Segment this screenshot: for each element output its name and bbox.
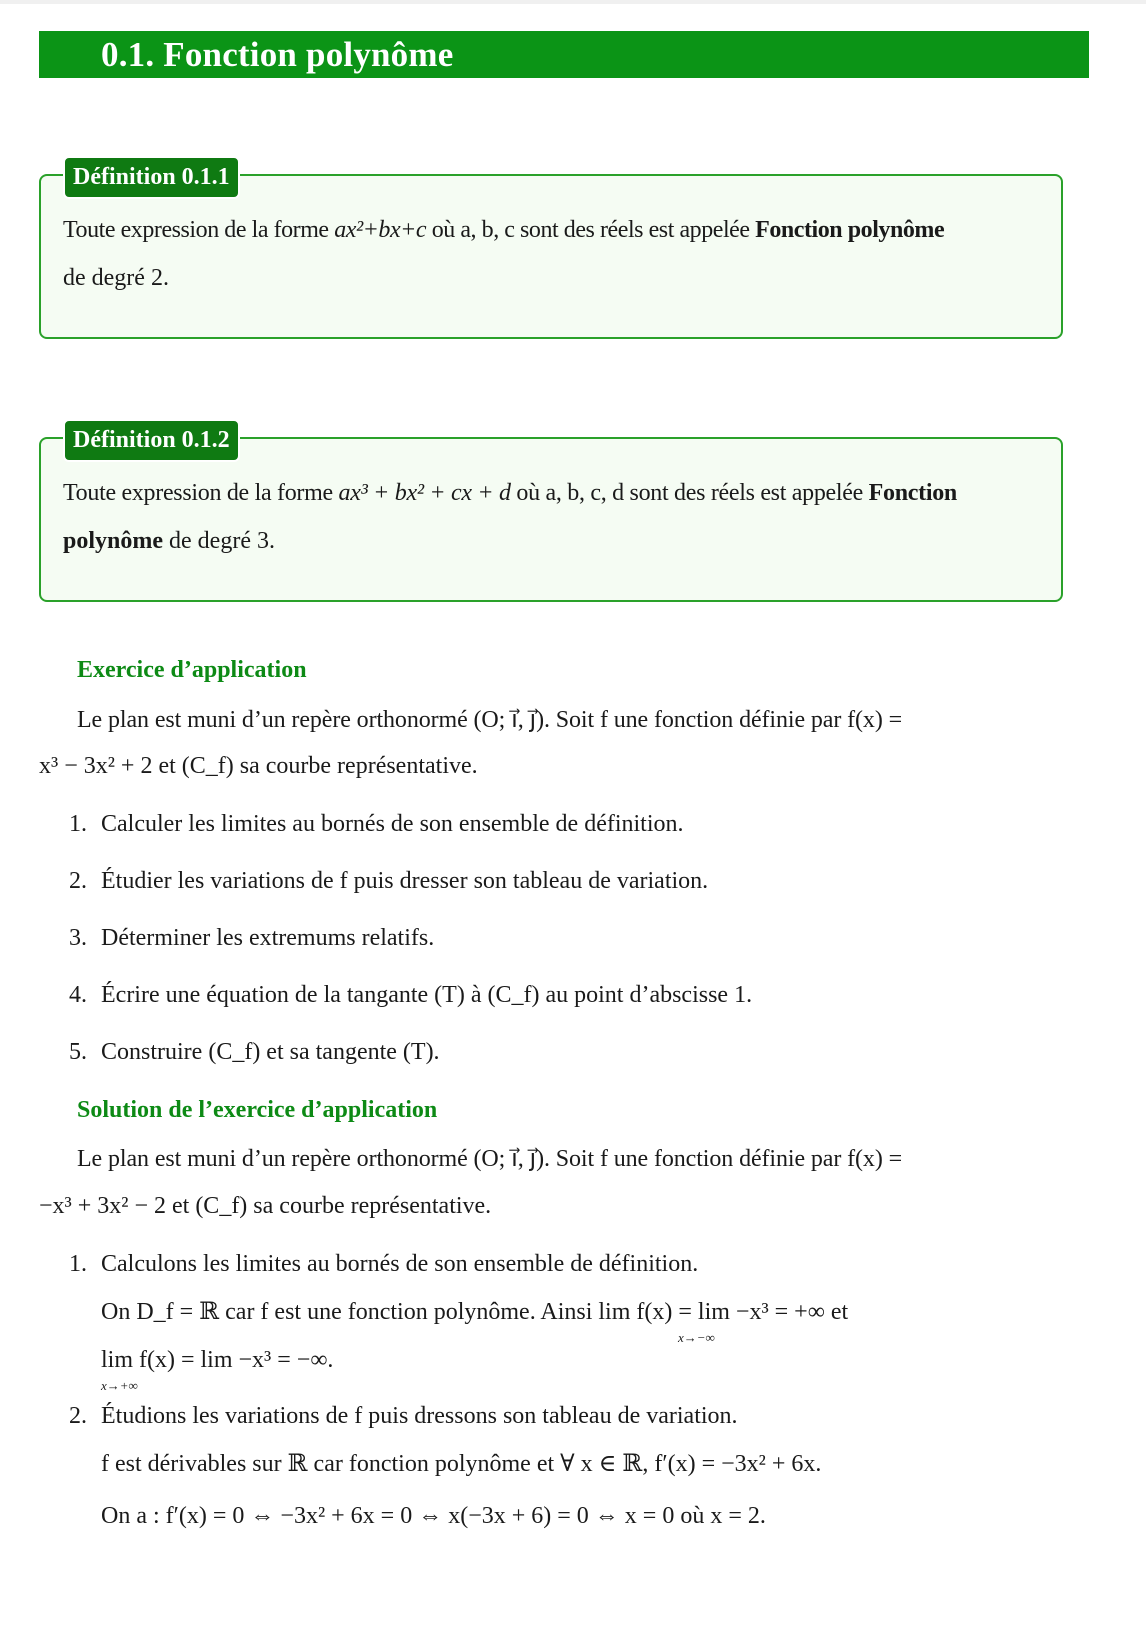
- exercise-item-2: 2. Étudier les variations de f puis dresser son tableau de variation.: [69, 868, 709, 894]
- definition-tag-2: Définition 0.1.2: [63, 419, 240, 462]
- section-title-bar: [39, 31, 1089, 78]
- exercise-intro-line2: x³ − 3x² + 2 et (C_f) sa courbe représentative.: [39, 753, 478, 779]
- definition-tag-1: Définition 0.1.1: [63, 156, 240, 199]
- definition-text-1: Toute expression de la forme ax²+bx+c où a, b, c sont des réels est appelée Fonction polynôme de degré 2.: [63, 217, 945, 291]
- solution-item-1-detail-a: On D_f = ℝ car f est une fonction polynôme. Ainsi lim f(x) = lim −x³ = +∞ et x→−∞: [101, 1298, 848, 1326]
- limit-subscript-plus-infinity: x→+∞: [101, 1378, 138, 1393]
- page-top-edge: [0, 0, 1146, 4]
- section-title: 0.1. Fonction polynôme: [101, 34, 454, 74]
- exercise-item-1: 1. Calculer les limites au bornés de son ensemble de définition.: [69, 811, 684, 837]
- solution-intro-line1: Le plan est muni d’un repère orthonormé (O; i⃗, j⃗). Soit f une fonction définie par f(x) =: [77, 1146, 903, 1172]
- definition-2-expression: ax³ + bx² + cx + d: [338, 480, 511, 506]
- solution-item-2-detail-a: f est dérivables sur ℝ car fonction polynôme et ∀ x ∈ ℝ, f′(x) = −3x² + 6x.: [101, 1451, 822, 1477]
- solution-item-2: 2. Étudions les variations de f puis dressons son tableau de variation.: [69, 1403, 738, 1429]
- exercise-item-4: 4. Écrire une équation de la tangante (T) à (C_f) au point d’abscisse 1.: [69, 982, 753, 1008]
- exercise-item-5: 5. Construire (C_f) et sa tangente (T).: [69, 1039, 440, 1065]
- solution-heading: Solution de l’exercice d’application: [77, 1097, 438, 1123]
- definition-box-1: [39, 164, 1063, 339]
- solution-item-2-detail-b: On a : f′(x) = 0 ⇔ −3x² + 6x = 0 ⇔ x(−3x + 6) = 0 ⇔ x = 0 où x = 2.: [101, 1503, 766, 1529]
- exercise-heading: Exercice d’application: [77, 657, 307, 683]
- definition-box-2: [39, 427, 1063, 602]
- solution-intro-line2: −x³ + 3x² − 2 et (C_f) sa courbe représentative.: [39, 1193, 492, 1219]
- definition-1-expression: ax²+bx+c: [334, 217, 427, 243]
- exercise-intro-line1: Le plan est muni d’un repère orthonormé (O; i⃗, j⃗). Soit f une fonction définie par f(x) =: [77, 707, 903, 733]
- definition-text-2: Toute expression de la forme ax³ + bx² + cx + d où a, b, c, d sont des réels est appelée Fonction polynôme de degré 3.: [63, 480, 957, 554]
- solution-item-1-detail-b: lim f(x) = lim −x³ = −∞. x→+∞: [101, 1346, 333, 1374]
- limit-subscript-minus-infinity: x→−∞: [678, 1330, 715, 1345]
- solution-item-1: 1. Calculons les limites au bornés de son ensemble de définition.: [69, 1251, 699, 1277]
- exercise-item-3: 3. Déterminer les extremums relatifs.: [69, 925, 435, 951]
